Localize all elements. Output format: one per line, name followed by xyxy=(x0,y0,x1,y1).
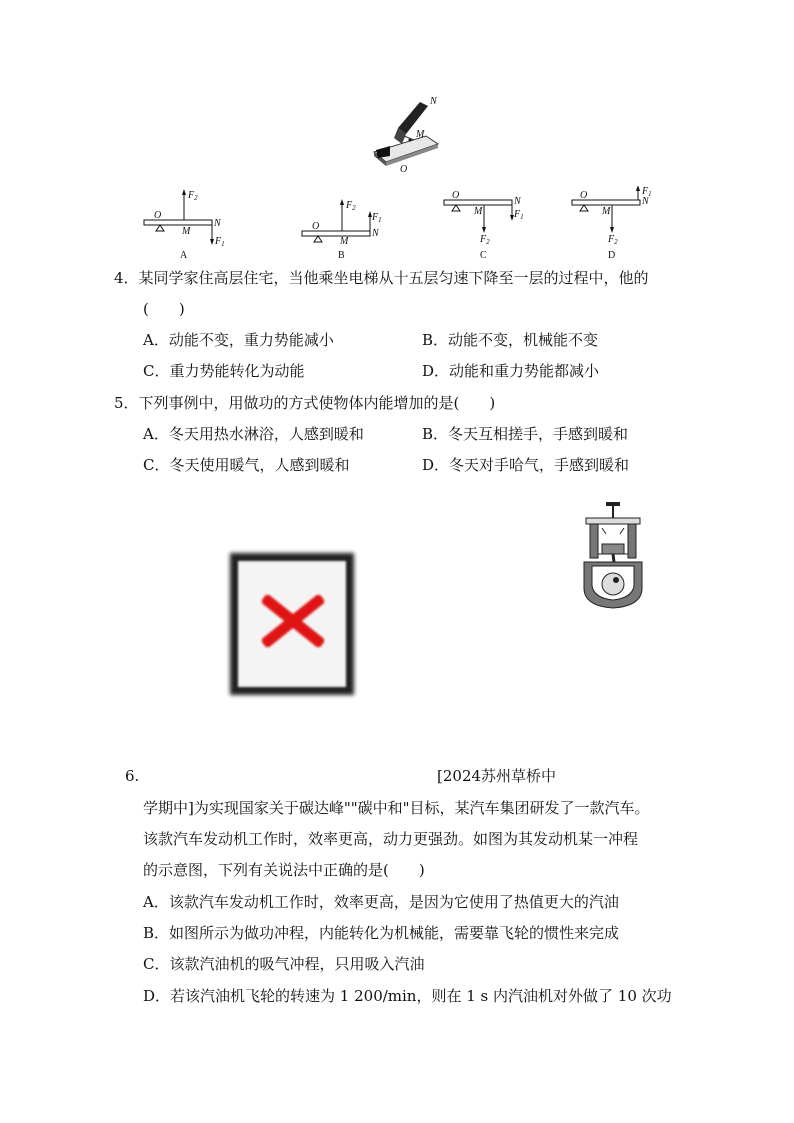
lever-a-n: N xyxy=(214,218,221,229)
question-5-stem: 5．下列事例中，用做功的方式使物体内能增加的是( ) xyxy=(114,394,496,412)
question-4-option-c: C．重力势能转化为动能 xyxy=(143,362,305,380)
broken-image-placeholder xyxy=(230,553,354,695)
lever-d-n: N xyxy=(642,196,649,207)
lever-a-m: M xyxy=(182,226,191,237)
question-5-option-b: B．冬天互相搓手，手感到暖和 xyxy=(422,425,629,443)
svg-text:F1: $F_1$ xyxy=(642,186,652,198)
svg-text:F2: $F_2$ xyxy=(188,190,198,202)
engine-stroke-figure xyxy=(578,500,648,612)
svg-text:F1: $F_1$ xyxy=(215,236,225,248)
lever-b-n: N xyxy=(372,228,379,239)
svg-text:F1: $F_1$ xyxy=(372,212,382,224)
lever-option-d xyxy=(568,186,658,262)
stapler-label-n: N xyxy=(430,96,437,107)
question-6-stem-line-1: 学期中]为实现国家关于碳达峰""碳中和"目标，某汽车集团研发了一款汽车。 xyxy=(143,799,650,817)
lever-a-letter: A xyxy=(180,250,188,261)
svg-text:F2: $F_2$ xyxy=(608,234,618,246)
question-6-option-d: D．若该汽油机飞轮的转速为 1 200/min，则在 1 s 内汽油机对外做了 10 次功 xyxy=(143,987,672,1005)
question-4-option-d: D．动能和重力势能都减小 xyxy=(422,362,600,380)
svg-text:F2: $F_2$ xyxy=(346,200,356,212)
question-4-stem: 4．某同学家住高层住宅，当他乘坐电梯从十五层匀速下降至一层的过程中，他的 xyxy=(114,269,649,287)
lever-c-n: N xyxy=(514,196,521,207)
broken-image-icon xyxy=(262,595,324,647)
lever-c-o: O xyxy=(452,190,460,201)
question-6-option-a: A．该款汽车发动机工作时，效率更高，是因为它使用了热值更大的汽油 xyxy=(143,893,619,911)
lever-b-m: M xyxy=(340,236,349,247)
question-4-bracket: ( ) xyxy=(143,300,185,318)
question-6-number: 6. xyxy=(125,767,140,785)
lever-option-a xyxy=(140,186,230,262)
lever-d-m: M xyxy=(602,206,611,217)
svg-text:F1: $F_1$ xyxy=(514,209,524,221)
question-6-source: [2024苏州草桥中 xyxy=(437,767,557,785)
question-5-option-a: A．冬天用热水淋浴，人感到暖和 xyxy=(143,425,364,443)
question-5-option-c: C．冬天使用暖气，人感到暖和 xyxy=(143,456,350,474)
question-6-option-b: B．如图所示为做功冲程，内能转化为机械能，需要靠飞轮的惯性来完成 xyxy=(143,924,620,942)
question-4-option-a: A．动能不变，重力势能减小 xyxy=(143,331,334,349)
lever-option-b xyxy=(298,186,388,262)
lever-option-c xyxy=(440,186,530,262)
stapler-figure xyxy=(360,92,450,174)
question-4-option-b: B．动能不变，机械能不变 xyxy=(422,331,599,349)
svg-text:F2: $F_2$ xyxy=(480,234,490,246)
lever-d-o: O xyxy=(580,190,588,201)
lever-b-o: O xyxy=(312,221,320,232)
lever-d-letter: D xyxy=(608,250,616,261)
stapler-label-o: O xyxy=(400,164,408,174)
question-6-option-c: C．该款汽油机的吸气冲程，只用吸入汽油 xyxy=(143,955,425,973)
question-6-stem-line-3: 的示意图，下列有关说法中正确的是( ) xyxy=(143,861,425,879)
lever-c-m: M xyxy=(474,206,483,217)
question-5-option-d: D．冬天对手哈气，手感到暖和 xyxy=(422,456,630,474)
lever-a-o: O xyxy=(154,210,162,221)
question-6-stem-line-2: 该款汽车发动机工作时，效率更高，动力更强劲。如图为其发动机某一冲程 xyxy=(143,830,639,848)
lever-c-letter: C xyxy=(480,250,487,261)
stapler-label-m: M xyxy=(416,129,425,140)
lever-b-letter: B xyxy=(338,250,345,261)
